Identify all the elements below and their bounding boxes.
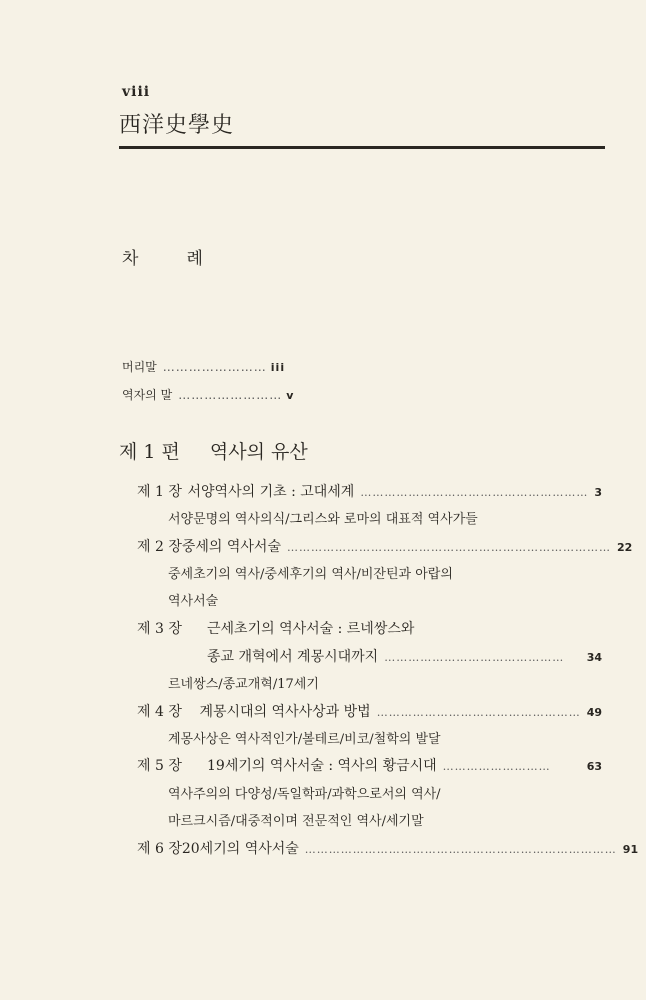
toc-chapter-3-cont[interactable] [207,646,602,666]
toc-entry-preface[interactable] [122,358,285,375]
chapter-subtitle: 중세초기의 역사/중세후기의 역사/비잔틴과 아랍의 [168,567,453,582]
chapter-title: 19세기의 역사서술 : 역사의 황금시대 [207,758,437,774]
chapter-number: 제 6 장 [137,841,182,857]
part-heading[interactable] [119,437,308,464]
leader-dots: …………………… [162,360,267,374]
chapter-number: 제 4 장 [137,704,182,720]
chapter-page: 3 [594,486,602,499]
chapter-5-subtitle [168,783,602,802]
chapter-3-subtitle [168,673,602,692]
part-number: 제 1 편 [119,441,180,463]
chapter-2-subtitle-cont [168,590,602,609]
entry-page: v [286,389,295,402]
chapter-page: 63 [586,760,602,773]
chapter-page: 91 [622,843,639,856]
chapter-number: 제 1 장 [137,484,182,500]
chapter-subtitle: 마르크시즘/대중적이며 전문적인 역사/세기말 [168,814,424,829]
leader-dots: …………………………………………… [376,706,581,719]
toc-chapter-6[interactable] [137,838,639,858]
leader-dots: …………………………………………………………………… [304,843,617,856]
toc-chapter-1[interactable] [137,481,602,501]
leader-dots: ……………………………………………………………………… [286,541,611,554]
chapter-title: 중세의 역사서술 [181,539,281,555]
chapter-subtitle: 르네쌍스/종교개혁/17세기 [168,677,319,692]
toc-chapter-3[interactable] [137,618,602,638]
chapter-subtitle: 역사서술 [168,594,219,609]
toc-heading-char-1: 차 [122,249,139,269]
entry-page: iii [270,361,286,374]
toc-heading [122,244,203,269]
toc-chapter-2[interactable] [137,536,633,556]
chapter-number: 제 5 장 [137,758,182,774]
leader-dots: ……………………………………… [384,651,565,664]
chapter-1-subtitle [168,508,602,527]
chapter-number: 제 3 장 [137,621,182,637]
chapter-subtitle: 계몽사상은 역사적인가/볼테르/비코/철학의 발달 [168,732,441,747]
entry-title: 머리말 [122,360,157,374]
leader-dots: ……………………… [442,760,551,773]
chapter-subtitle: 역사주의의 다양성/독일학파/과학으로서의 역사/ [168,787,441,802]
chapter-2-subtitle [168,563,602,582]
toc-chapter-5[interactable] [137,755,602,775]
chapter-subtitle: 서양문명의 역사의식/그리스와 로마의 대표적 역사가들 [168,512,478,527]
chapter-4-subtitle [168,728,602,747]
part-title: 역사의 유산 [209,441,308,463]
chapter-page: 34 [586,651,602,664]
chapter-number: 제 2 장 [137,539,182,555]
chapter-page: 49 [586,706,602,719]
toc-entry-translator-note[interactable] [122,386,294,403]
toc-chapter-4[interactable] [137,701,602,721]
book-title: 西洋史學史 [119,113,235,138]
chapter-page: 22 [616,541,633,554]
leader-dots: ………………………………………………… [360,486,589,499]
page-number: viii [122,84,151,100]
header-rule [119,146,605,149]
leader-dots: …………………… [178,388,283,402]
toc-heading-char-2: 례 [186,249,203,269]
chapter-title: 서양역사의 기초 : 고대세계 [187,484,355,500]
chapter-title: 종교 개혁에서 계몽시대까지 [207,649,379,665]
chapter-title: 계몽시대의 역사사상과 방법 [199,704,371,720]
entry-title: 역자의 말 [122,388,173,402]
chapter-5-subtitle-cont [168,810,602,829]
chapter-title: 근세초기의 역사서술 : 르네쌍스와 [207,621,415,637]
chapter-title: 20세기의 역사서술 [181,841,299,857]
